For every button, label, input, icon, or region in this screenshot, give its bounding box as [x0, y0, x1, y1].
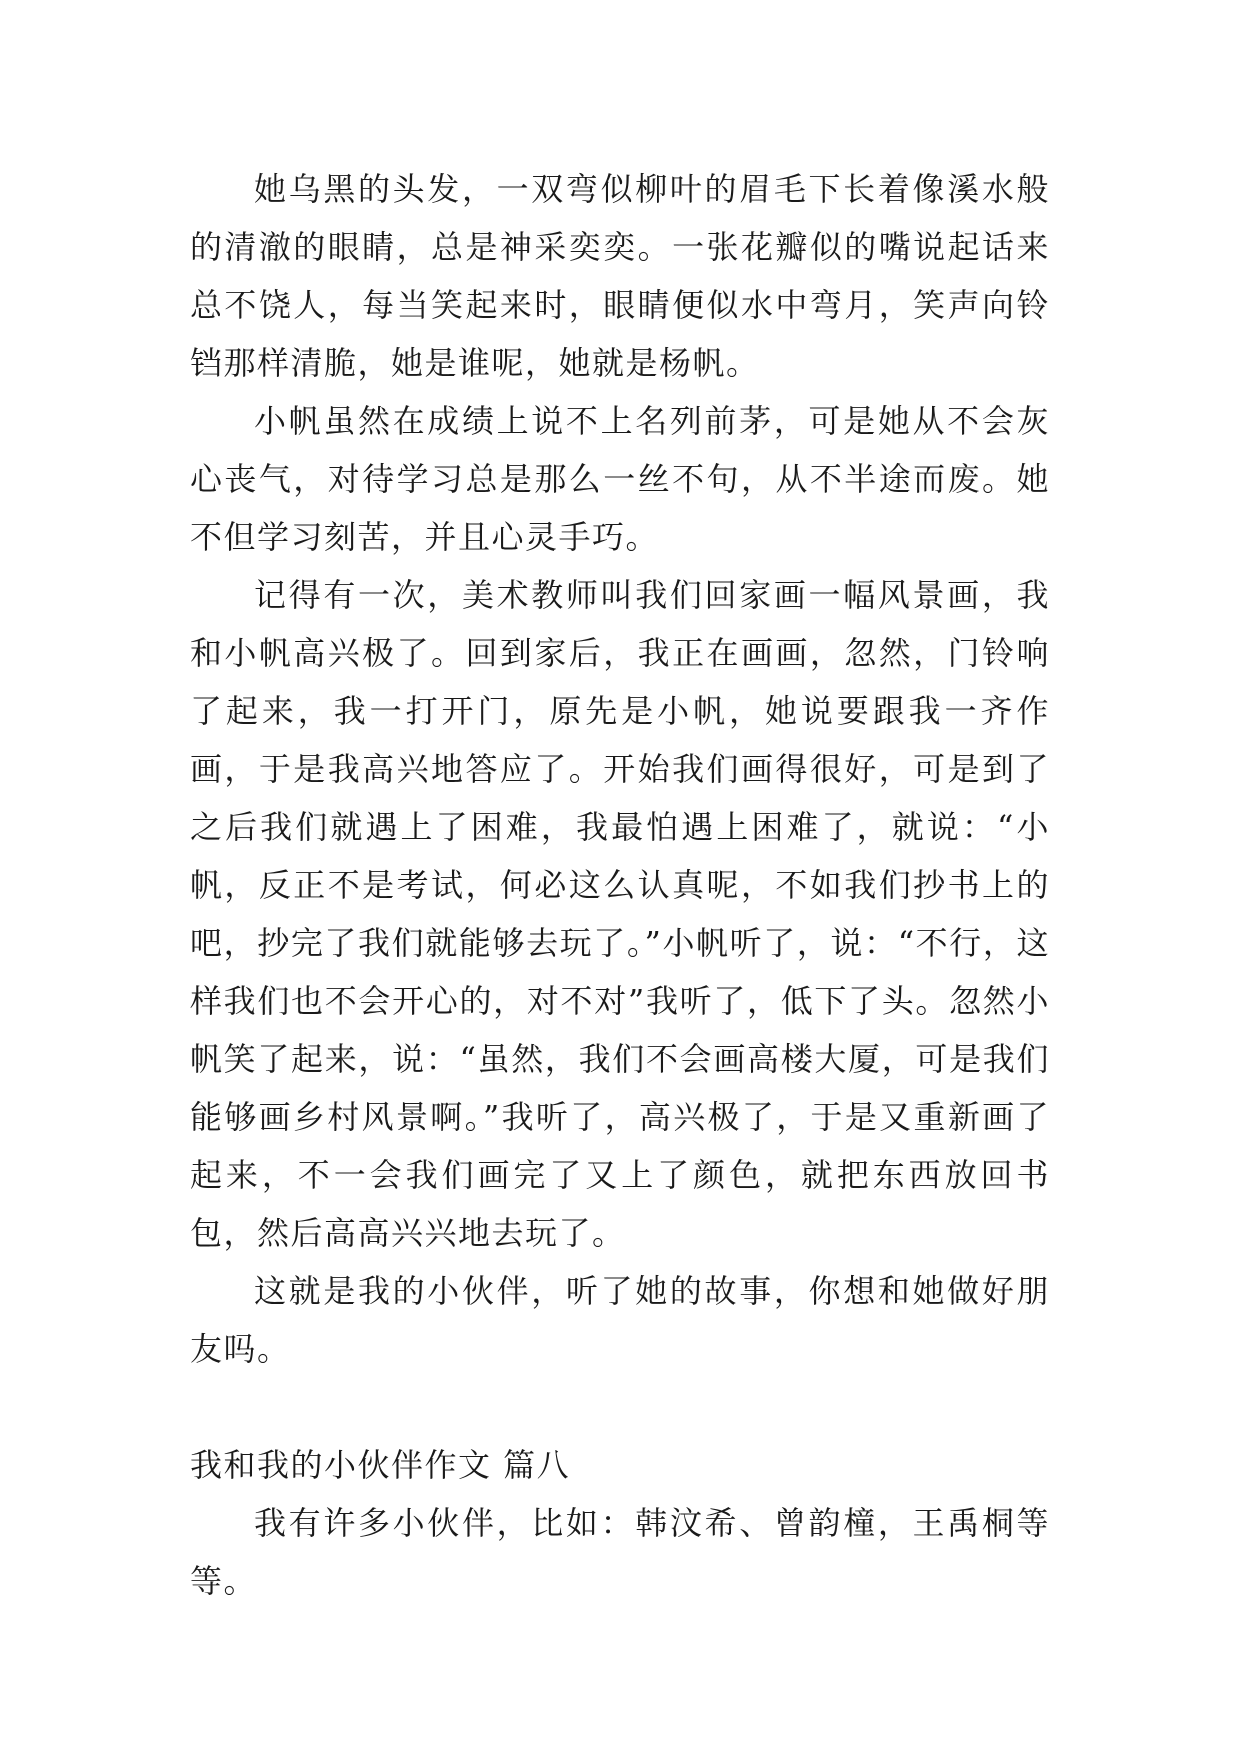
paragraph-conclusion: 这就是我的小伙伴，听了她的故事，你想和她做好朋友吗。: [190, 1272, 1050, 1368]
paragraph-description: 她乌黑的头发，一双弯似柳叶的眉毛下长着像溪水般的清澈的眼睛，总是神采奕奕。一张花瓣似的嘴说起话来总不饶人，每当笑起来时，眼睛便似水中弯月，笑声向铃铛那样清脆，她是谁呢，她就是杨帆。: [190, 170, 1050, 382]
section-heading: 我和我的小伙伴作文 篇八: [190, 1446, 571, 1484]
paragraph-study: 小帆虽然在成绩上说不上名列前茅，可是她从不会灰心丧气，对待学习总是那么一丝不句，从不半途而废。她不但学习刻苦，并且心灵手巧。: [190, 402, 1050, 556]
document-body: [190, 160, 1050, 1610]
paragraph-story: 记得有一次，美术教师叫我们回家画一幅风景画，我和小帆高兴极了。回到家后，我正在画画，忽然，门铃响了起来，我一打开门，原先是小帆，她说要跟我一齐作画，于是我高兴地答应了。开始我们画得很好，可是到了之后我们就遇上了困难，我最怕遇上困难了，就说：“小帆，反正不是考试，何必这么认真呢，不如我们抄书上的吧，抄完了我们就能够去玩了。”小帆听了，说：“不行，这样我们也不会开心的，对不对”我听了，低下了头。忽然小帆笑了起来，说：“虽然，我们不会画高楼大厦，可是我们能够画乡村风景啊。”我听了，高兴极了，于是又重新画了起来，不一会我们画完了又上了颜色，就把东西放回书包，然后高高兴兴地去玩了。: [190, 576, 1050, 1252]
paragraph-intro-next: 我有许多小伙伴，比如：韩汶希、曾韵橦，王禹桐等等。: [190, 1504, 1050, 1600]
